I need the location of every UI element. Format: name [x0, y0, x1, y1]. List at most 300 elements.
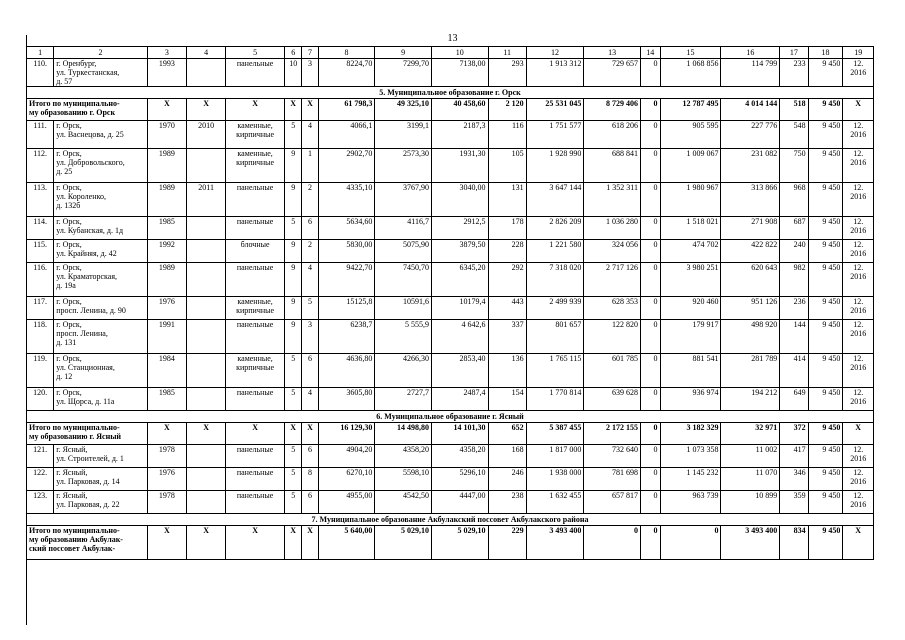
- table-cell: 0: [640, 468, 660, 491]
- section-heading: 7. Муниципальное образование Акбулакский поссовет Акбулакского района: [27, 514, 874, 526]
- table-cell: 10 899: [721, 491, 780, 514]
- table-cell: 3605,80: [318, 388, 375, 411]
- table-cell: 2573,30: [375, 149, 432, 183]
- table-cell: 9: [284, 263, 301, 297]
- table-cell: 9: [284, 240, 301, 263]
- table-cell: 2: [302, 183, 318, 217]
- table-cell: 1 009 067: [660, 149, 721, 183]
- table-cell: 0: [640, 217, 660, 240]
- table-cell: 1991: [147, 320, 186, 354]
- table-cell: 1 765 115: [526, 354, 584, 388]
- table-cell: 0: [640, 59, 660, 87]
- table-cell: 905 595: [660, 121, 721, 149]
- column-number-row: [27, 47, 874, 59]
- total-cell: X: [187, 423, 226, 445]
- table-row: [27, 217, 874, 240]
- table-cell: 6: [302, 354, 318, 388]
- table-cell: 105: [488, 149, 526, 183]
- table-cell: 4542,50: [375, 491, 432, 514]
- table-cell: 6: [302, 217, 318, 240]
- table-cell: 359: [780, 491, 808, 514]
- table-cell: 1 913 312: [526, 59, 584, 87]
- table-cell: [187, 445, 226, 468]
- table-cell: 2 499 939: [526, 297, 584, 320]
- table-cell: 238: [488, 491, 526, 514]
- table-cell: 5: [284, 121, 301, 149]
- table-cell: 1978: [147, 445, 186, 468]
- table-cell: 657 817: [584, 491, 641, 514]
- table-cell: 246: [488, 468, 526, 491]
- table-cell: 9 450: [808, 263, 843, 297]
- table-cell: 2902,70: [318, 149, 375, 183]
- table-cell: 687: [780, 217, 808, 240]
- table-cell: 5: [284, 468, 301, 491]
- total-cell: X: [302, 423, 318, 445]
- table-row: [27, 121, 874, 149]
- table-cell: 5634,60: [318, 217, 375, 240]
- table-cell: 122.: [27, 468, 54, 491]
- table-cell: панельные: [226, 263, 285, 297]
- table-cell: 178: [488, 217, 526, 240]
- table-cell: 0: [640, 491, 660, 514]
- total-cell: X: [226, 99, 285, 121]
- table-cell: 4: [302, 388, 318, 411]
- table-cell: 292: [488, 263, 526, 297]
- address-cell: г. Ясный, ул. Строителей, д. 1: [54, 445, 148, 468]
- table-cell: 4: [302, 121, 318, 149]
- table-cell: 2010: [187, 121, 226, 149]
- table-cell: 750: [780, 149, 808, 183]
- table-cell: 2853,40: [431, 354, 488, 388]
- total-cell: 9 450: [808, 423, 843, 445]
- table-cell: 12. 2016: [843, 149, 874, 183]
- table-cell: 649: [780, 388, 808, 411]
- table-row: [27, 240, 874, 263]
- table-cell: 1989: [147, 263, 186, 297]
- table-cell: 136: [488, 354, 526, 388]
- total-cell: 61 798,3: [318, 99, 375, 121]
- address-cell: г. Орск, просп. Ленина, д. 131: [54, 320, 148, 354]
- table-cell: 628 353: [584, 297, 641, 320]
- table-cell: [187, 320, 226, 354]
- total-label: Итого по муниципально- му образованию г. Орск: [27, 99, 148, 121]
- table-cell: 12. 2016: [843, 121, 874, 149]
- table-cell: 5296,10: [431, 468, 488, 491]
- table-cell: 5: [284, 354, 301, 388]
- table-cell: 9: [284, 183, 301, 217]
- table-cell: 1993: [147, 59, 186, 87]
- total-cell: 2 120: [488, 99, 526, 121]
- table-cell: [187, 263, 226, 297]
- table-cell: 144: [780, 320, 808, 354]
- total-cell: X: [226, 526, 285, 560]
- table-cell: 1 632 455: [526, 491, 584, 514]
- table-cell: 1 928 990: [526, 149, 584, 183]
- table-cell: панельные: [226, 468, 285, 491]
- table-cell: 1 980 967: [660, 183, 721, 217]
- table-cell: 346: [780, 468, 808, 491]
- table-cell: 9 450: [808, 297, 843, 320]
- total-cell: 12 787 495: [660, 99, 721, 121]
- table-cell: 9 450: [808, 59, 843, 87]
- table-cell: 3199,1: [375, 121, 432, 149]
- table-cell: 4447,00: [431, 491, 488, 514]
- table-cell: 9 450: [808, 121, 843, 149]
- table-cell: 1 221 580: [526, 240, 584, 263]
- table-cell: 9 450: [808, 445, 843, 468]
- total-cell: 5 640,00: [318, 526, 375, 560]
- table-row: [27, 388, 874, 411]
- address-cell: г. Орск, ул. Васнецова, д. 25: [54, 121, 148, 149]
- table-cell: 417: [780, 445, 808, 468]
- table-cell: 1: [302, 149, 318, 183]
- table-cell: 5830,00: [318, 240, 375, 263]
- total-cell: 0: [640, 99, 660, 121]
- column-number-cell: 7: [302, 47, 318, 59]
- table-cell: 12. 2016: [843, 263, 874, 297]
- total-cell: X: [843, 526, 874, 560]
- table-cell: панельные: [226, 491, 285, 514]
- total-cell: X: [302, 526, 318, 560]
- column-number-cell: 16: [721, 47, 780, 59]
- table-cell: 12. 2016: [843, 388, 874, 411]
- address-cell: г. Орск, ул. Станционная, д. 12: [54, 354, 148, 388]
- address-cell: г. Орск, ул. Щорса, д. 11а: [54, 388, 148, 411]
- table-row: [27, 445, 874, 468]
- section-heading-row: [27, 514, 874, 526]
- table-cell: 3 980 251: [660, 263, 721, 297]
- table-cell: 9: [284, 297, 301, 320]
- table-cell: 0: [640, 149, 660, 183]
- table-cell: 12. 2016: [843, 445, 874, 468]
- table-cell: 117.: [27, 297, 54, 320]
- total-cell: 40 458,60: [431, 99, 488, 121]
- table-cell: 2011: [187, 183, 226, 217]
- column-number-cell: 15: [660, 47, 721, 59]
- column-number-cell: 2: [54, 47, 148, 59]
- table-cell: 601 785: [584, 354, 641, 388]
- table-cell: 154: [488, 388, 526, 411]
- table-cell: 9 450: [808, 468, 843, 491]
- total-cell: X: [302, 99, 318, 121]
- total-row: [27, 99, 874, 121]
- column-number-cell: 14: [640, 47, 660, 59]
- table-cell: блочные: [226, 240, 285, 263]
- section-heading: 5. Муниципальное образование г. Орск: [27, 87, 874, 99]
- table-cell: 7138,00: [431, 59, 488, 87]
- column-number-cell: 8: [318, 47, 375, 59]
- table-cell: 12. 2016: [843, 297, 874, 320]
- table-cell: 982: [780, 263, 808, 297]
- table-cell: 12. 2016: [843, 491, 874, 514]
- table-cell: [187, 354, 226, 388]
- table-cell: 6: [302, 445, 318, 468]
- housing-register-table: [26, 46, 874, 560]
- table-cell: 10: [284, 59, 301, 87]
- column-number-cell: 11: [488, 47, 526, 59]
- table-cell: 0: [640, 183, 660, 217]
- table-cell: 951 126: [721, 297, 780, 320]
- total-cell: 9 450: [808, 99, 843, 121]
- address-cell: г. Орск, ул. Добровольского, д. 25: [54, 149, 148, 183]
- table-row: [27, 183, 874, 217]
- total-cell: X: [284, 526, 301, 560]
- total-cell: X: [147, 526, 186, 560]
- table-cell: 881 541: [660, 354, 721, 388]
- table-cell: 2 717 126: [584, 263, 641, 297]
- table-cell: 6: [302, 491, 318, 514]
- address-cell: г. Ясный, ул. Парковая, д. 22: [54, 491, 148, 514]
- table-cell: 968: [780, 183, 808, 217]
- table-cell: 3767,90: [375, 183, 432, 217]
- total-row: [27, 526, 874, 560]
- table-cell: 1970: [147, 121, 186, 149]
- table-cell: 620 643: [721, 263, 780, 297]
- table-cell: 114.: [27, 217, 54, 240]
- table-cell: 0: [640, 263, 660, 297]
- table-cell: 9 450: [808, 183, 843, 217]
- table-cell: 115.: [27, 240, 54, 263]
- address-cell: г. Орск, ул. Крайняя, д. 42: [54, 240, 148, 263]
- section-heading: 6. Муниципальное образование г. Ясный: [27, 411, 874, 423]
- table-cell: 179 917: [660, 320, 721, 354]
- table-cell: 6345,20: [431, 263, 488, 297]
- table-cell: 12. 2016: [843, 217, 874, 240]
- column-number-cell: 12: [526, 47, 584, 59]
- address-cell: г. Орск, ул. Краматорская, д. 19а: [54, 263, 148, 297]
- table-cell: каменные, кирпичные: [226, 297, 285, 320]
- table-row: [27, 468, 874, 491]
- table-row: [27, 320, 874, 354]
- table-cell: 120.: [27, 388, 54, 411]
- total-cell: X: [284, 423, 301, 445]
- table-cell: 474 702: [660, 240, 721, 263]
- column-number-cell: 1: [27, 47, 54, 59]
- total-cell: X: [187, 526, 226, 560]
- table-cell: 8: [302, 468, 318, 491]
- total-cell: 0: [584, 526, 641, 560]
- table-cell: 121.: [27, 445, 54, 468]
- total-cell: X: [187, 99, 226, 121]
- table-cell: 293: [488, 59, 526, 87]
- table-cell: 12. 2016: [843, 59, 874, 87]
- table-cell: 1 068 856: [660, 59, 721, 87]
- table-cell: 1985: [147, 388, 186, 411]
- total-cell: 8 729 406: [584, 99, 641, 121]
- table-cell: 10591,6: [375, 297, 432, 320]
- table-cell: 227 776: [721, 121, 780, 149]
- table-cell: 729 657: [584, 59, 641, 87]
- table-cell: 9: [284, 149, 301, 183]
- total-cell: 3 493 400: [526, 526, 584, 560]
- table-cell: 9 450: [808, 149, 843, 183]
- table-cell: 1978: [147, 491, 186, 514]
- total-cell: 14 498,80: [375, 423, 432, 445]
- table-cell: 9 450: [808, 388, 843, 411]
- table-cell: 0: [640, 240, 660, 263]
- table-cell: 4: [302, 263, 318, 297]
- table-cell: 781 698: [584, 468, 641, 491]
- table-cell: 10179,4: [431, 297, 488, 320]
- table-cell: 11 070: [721, 468, 780, 491]
- total-cell: 5 029,10: [375, 526, 432, 560]
- table-cell: 4335,10: [318, 183, 375, 217]
- table-cell: 8224,70: [318, 59, 375, 87]
- table-row: [27, 263, 874, 297]
- column-number-cell: 17: [780, 47, 808, 59]
- table-cell: [187, 388, 226, 411]
- table-cell: 732 640: [584, 445, 641, 468]
- address-cell: г. Оренбург, ул. Туркестанская, д. 57: [54, 59, 148, 87]
- table-cell: 3 647 144: [526, 183, 584, 217]
- column-number-cell: 6: [284, 47, 301, 59]
- table-cell: 4116,7: [375, 217, 432, 240]
- table-cell: 228: [488, 240, 526, 263]
- table-cell: 1976: [147, 297, 186, 320]
- table-cell: 324 056: [584, 240, 641, 263]
- table-cell: 114 799: [721, 59, 780, 87]
- table-cell: 116.: [27, 263, 54, 297]
- table-cell: 618 206: [584, 121, 641, 149]
- table-cell: 12. 2016: [843, 468, 874, 491]
- table-cell: 5 555,9: [375, 320, 432, 354]
- total-cell: 0: [660, 526, 721, 560]
- total-row: [27, 423, 874, 445]
- table-cell: 1 751 577: [526, 121, 584, 149]
- table-cell: 12. 2016: [843, 183, 874, 217]
- table-cell: 7 318 020: [526, 263, 584, 297]
- table-cell: 4066,1: [318, 121, 375, 149]
- table-cell: [187, 297, 226, 320]
- table-cell: 2187,3: [431, 121, 488, 149]
- total-cell: X: [147, 99, 186, 121]
- table-cell: 1 145 232: [660, 468, 721, 491]
- table-cell: 3879,50: [431, 240, 488, 263]
- table-cell: 3: [302, 320, 318, 354]
- table-cell: 1 817 000: [526, 445, 584, 468]
- table-cell: 9: [284, 320, 301, 354]
- total-cell: 3 182 329: [660, 423, 721, 445]
- column-number-cell: 9: [375, 47, 432, 59]
- table-cell: 5: [302, 297, 318, 320]
- table-cell: 7299,70: [375, 59, 432, 87]
- table-cell: [187, 468, 226, 491]
- table-cell: 9 450: [808, 320, 843, 354]
- table-cell: 2727,7: [375, 388, 432, 411]
- table-cell: 443: [488, 297, 526, 320]
- table-cell: 3: [302, 59, 318, 87]
- table-cell: 1 770 814: [526, 388, 584, 411]
- table-cell: 414: [780, 354, 808, 388]
- table-cell: 7450,70: [375, 263, 432, 297]
- table-cell: 9 450: [808, 240, 843, 263]
- table-cell: 1931,30: [431, 149, 488, 183]
- table-cell: 1 073 358: [660, 445, 721, 468]
- table-cell: [187, 217, 226, 240]
- address-cell: г. Орск, просп. Ленина, д. 90: [54, 297, 148, 320]
- total-cell: 652: [488, 423, 526, 445]
- total-cell: 9 450: [808, 526, 843, 560]
- table-cell: 119.: [27, 354, 54, 388]
- total-cell: 14 101,30: [431, 423, 488, 445]
- table-row: [27, 491, 874, 514]
- table-cell: панельные: [226, 445, 285, 468]
- total-label: Итого по муниципально- му образованию Акбулак- ский поссовет Акбулак-: [27, 526, 148, 560]
- table-cell: панельные: [226, 183, 285, 217]
- total-cell: 518: [780, 99, 808, 121]
- table-cell: 337: [488, 320, 526, 354]
- table-cell: 236: [780, 297, 808, 320]
- table-cell: 4636,80: [318, 354, 375, 388]
- table-row: [27, 297, 874, 320]
- total-cell: 834: [780, 526, 808, 560]
- table-cell: 1989: [147, 183, 186, 217]
- table-cell: 1 352 311: [584, 183, 641, 217]
- table-cell: 1984: [147, 354, 186, 388]
- table-cell: 0: [640, 297, 660, 320]
- column-number-cell: 5: [226, 47, 285, 59]
- table-cell: 112.: [27, 149, 54, 183]
- table-cell: 5: [284, 217, 301, 240]
- table-cell: 0: [640, 354, 660, 388]
- table-cell: панельные: [226, 388, 285, 411]
- column-number-cell: 3: [147, 47, 186, 59]
- table-cell: 5: [284, 445, 301, 468]
- table-cell: 110.: [27, 59, 54, 87]
- table-cell: 118.: [27, 320, 54, 354]
- table-cell: 240: [780, 240, 808, 263]
- table-cell: 1 518 021: [660, 217, 721, 240]
- table-cell: 6238,7: [318, 320, 375, 354]
- column-number-cell: 18: [808, 47, 843, 59]
- total-cell: 16 129,30: [318, 423, 375, 445]
- table-cell: [187, 149, 226, 183]
- address-cell: г. Орск, ул. Короленко, д. 132б: [54, 183, 148, 217]
- table-cell: 1989: [147, 149, 186, 183]
- total-cell: X: [226, 423, 285, 445]
- table-cell: 2912,5: [431, 217, 488, 240]
- table-cell: 548: [780, 121, 808, 149]
- total-cell: 0: [640, 423, 660, 445]
- table-cell: 4266,30: [375, 354, 432, 388]
- total-cell: 49 325,10: [375, 99, 432, 121]
- table-cell: 281 789: [721, 354, 780, 388]
- total-cell: 5 029,10: [431, 526, 488, 560]
- total-cell: 3 493 400: [721, 526, 780, 560]
- total-cell: X: [843, 423, 874, 445]
- table-body: [27, 47, 874, 560]
- total-cell: X: [147, 423, 186, 445]
- table-cell: 801 657: [526, 320, 584, 354]
- total-label: Итого по муниципально- му образованию г. Ясный: [27, 423, 148, 445]
- table-cell: 231 082: [721, 149, 780, 183]
- table-cell: каменные, кирпичные: [226, 149, 285, 183]
- table-cell: 9 450: [808, 354, 843, 388]
- table-cell: 1 036 280: [584, 217, 641, 240]
- address-cell: г. Ясный, ул. Парковая, д. 14: [54, 468, 148, 491]
- table-cell: 0: [640, 388, 660, 411]
- table-cell: 1992: [147, 240, 186, 263]
- total-cell: 229: [488, 526, 526, 560]
- section-heading-row: [27, 87, 874, 99]
- table-cell: 9 450: [808, 217, 843, 240]
- table-cell: 6270,10: [318, 468, 375, 491]
- table-cell: 936 974: [660, 388, 721, 411]
- total-cell: 372: [780, 423, 808, 445]
- table-cell: 1985: [147, 217, 186, 240]
- table-cell: 4955,00: [318, 491, 375, 514]
- table-cell: панельные: [226, 59, 285, 87]
